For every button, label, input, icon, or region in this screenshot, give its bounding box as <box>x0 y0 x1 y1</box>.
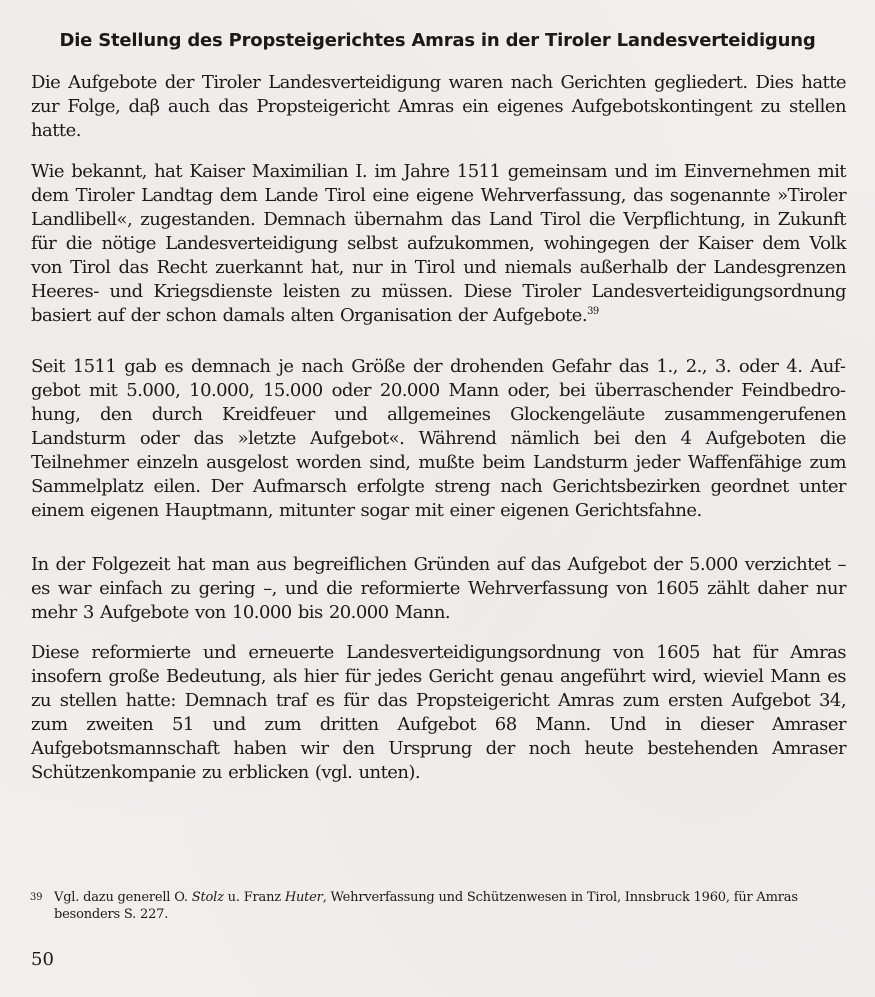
footnote-text-part-1: Vgl. dazu generell O. <box>54 890 192 905</box>
paragraph-1: Die Aufgebote der Tiroler Landesverteidigung waren nach Gerichten gegliedert. Dies hatte zur Folge, daβ auch das Propsteigericht Amras ein eigenes Aufgebotskontingent zu stellen hatte. <box>31 72 846 141</box>
page-number: 50 <box>31 949 54 970</box>
paragraph-5: Diese reformierte und erneuerte Landesverteidigungsordnung von 1605 hat für Amras insofern große Bedeutung, als hier für jedes Gericht genau angeführt wird, wieviel Mann es zu stellen hatte: Demnach traf es für das Propsteigericht Amras zum ersten Aufgebot 34, zum zweiten 51 und zum dritten Aufgebot 68 Mann. Und in dieser Amraser Aufgebotsmannschaft haben wir den Ursprung der noch heute bestehenden Amraser Schützenkompanie zu erblicken (vgl. unten). <box>31 642 846 783</box>
footnote-author-huter: Huter <box>284 890 323 905</box>
footnote-text <box>54 889 846 923</box>
paragraph-2 <box>31 160 846 328</box>
footnote-text-part-3: , Wehrverfassung und Schützenwesen in Tirol, Innsbruck 1960, für Amras besonders S. 227. <box>54 890 798 922</box>
section-heading: Die Stellung des Propsteigerichtes Amras in der Tiroler Landesverteidigung <box>59 30 816 51</box>
paragraph-4: In der Folgezeit hat man aus begreiflichen Gründen auf das Aufgebot der 5.000 verzichtet – es war einfach zu gering –, und die reformierte Wehrverfassung von 1605 zählt daher nur mehr 3 Aufgebote von 10.000 bis 20.000 Mann. <box>31 554 846 623</box>
footnote-author-stolz: Stolz <box>191 890 224 905</box>
paragraph-3: Seit 1511 gab es demnach je nach Größe der drohenden Gefahr das 1., 2., 3. oder 4. Aufgebot mit 5.000, 10.000, 15.000 oder 20.000 Mann oder, bei überraschender Feindbedrohung, den durch Kreidfeuer und allgemeines Glockengeläute zusammengerufenen Landsturm oder das »letzte Aufgebot«. Während nämlich bei den 4 Aufgeboten die Teilnehmer einzeln ausgelost worden sind, mußte beim Landsturm jeder Waffenfähige zum Sammelplatz eilen. Der Aufmarsch erfolgte streng nach Gerichtsbezirken geordnet unter einem eigenen Hauptmann, mitunter sogar mit einer eigenen Gerichtsfahne. <box>31 356 846 521</box>
footnote-number: 39 <box>30 892 43 903</box>
footnote <box>30 889 850 923</box>
paragraph-2-text: Wie bekannt, hat Kaiser Maximilian I. im Jahre 1511 gemeinsam und im Einvernehmen mit dem Tiroler Landtag dem Lande Tirol eine eigene Wehrverfassung, das sogenannte »Tiroler Landlibell«, zugestanden. Demnach übernahm das Land Tirol die Verpflichtung, in Zukunft für die nötige Landesverteidigung selbst aufzukommen, wohingegen der Kaiser dem Volk von Tirol das Recht zuerkannt hat, nur in Tirol und niemals außerhalb der Landesgrenzen Heeres- und Kriegsdienste leisten zu müssen. Diese Tiroler Landesverteidigungsordnung basiert auf der schon damals alten Organisation der Aufgebote. <box>31 161 846 326</box>
footnote-text-part-2: u. Franz <box>223 890 285 905</box>
footnote-reference: 39 <box>587 306 599 317</box>
